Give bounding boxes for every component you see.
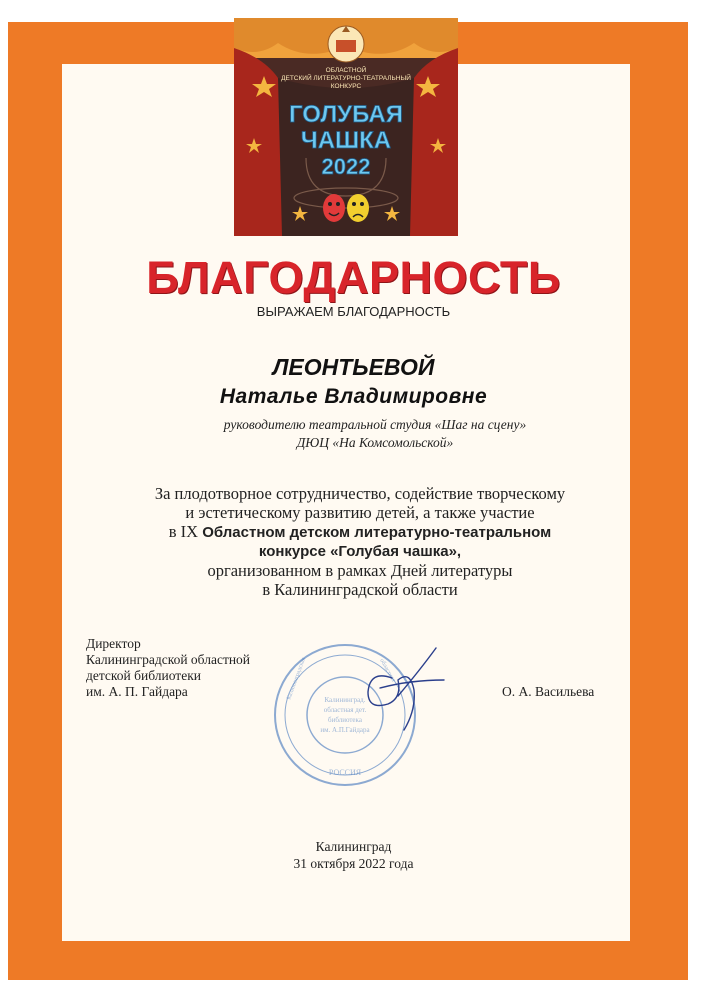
body-line5: организованном в рамках Дней литературы [207, 561, 513, 580]
signatory-title [86, 636, 250, 700]
poster-caption-line3: КОНКУРС [330, 83, 362, 90]
signatory-name: О. А. Васильева [502, 684, 595, 699]
contest-poster-logo [234, 18, 458, 236]
body-line3-prefix: в IX [168, 522, 203, 541]
certificate-body [60, 484, 660, 599]
recipient-position [150, 416, 600, 452]
signatory-line1: Директор [86, 636, 141, 651]
svg-text:областная: областная [378, 658, 397, 684]
poster-title-line2: ЧАШКА [300, 127, 392, 154]
poster-year: 2022 [321, 154, 371, 179]
position-line1: руководителю театральной студия «Шаг на сцену» [223, 417, 527, 432]
svg-text:Калининград.: Калининград. [324, 696, 366, 704]
poster-caption-line1: ОБЛАСТНОЙ [325, 67, 367, 74]
svg-text:Калининградская: Калининградская [286, 656, 308, 701]
body-line2: и эстетическому развитию детей, а также участие [185, 503, 535, 522]
svg-text:библиотека: библиотека [328, 716, 362, 724]
poster-caption-line2: ДЕТСКИЙ ЛИТЕРАТУРНО-ТЕАТРАЛЬНЫЙ [281, 75, 411, 82]
recipient-name: Наталье Владимировне [219, 385, 488, 408]
signatory-line3: детской библиотеки [86, 668, 201, 683]
svg-text:им. А.П.Гайдара: им. А.П.Гайдара [320, 726, 370, 734]
body-line6: в Калининградской области [262, 580, 458, 599]
poster-title-line1: ГОЛУБАЯ [288, 101, 404, 128]
certificate-subtitle: ВЫРАЖАЕМ БЛАГОДАРНОСТЬ [256, 304, 451, 319]
handwritten-signature [340, 640, 450, 735]
body-line1: За плодотворное сотрудничество, содействие творческому [154, 484, 566, 503]
body-line4: конкурсе «Голубая чашка», [258, 543, 462, 560]
body-line3 [60, 522, 660, 542]
signatory-line2: Калининградской областной [86, 652, 251, 667]
body-line3-bold: Областном детском литературно-театральном [202, 524, 552, 541]
recipient-surname: ЛЕОНТЬЕВОЙ [272, 354, 435, 380]
signatory-line4: им. А. П. Гайдара [86, 684, 188, 699]
certificate-title: БЛАГОДАРНОСТЬ [146, 252, 561, 303]
svg-text:РОССИЯ: РОССИЯ [328, 768, 362, 777]
position-line2: ДЮЦ «На Комсомольской» [296, 435, 454, 450]
city: Калининград [315, 839, 392, 854]
place-and-date [0, 838, 707, 872]
date: 31 октября 2022 года [293, 856, 414, 871]
emblem-books-icon [336, 40, 356, 52]
svg-text:областная дет.: областная дет. [323, 706, 367, 714]
